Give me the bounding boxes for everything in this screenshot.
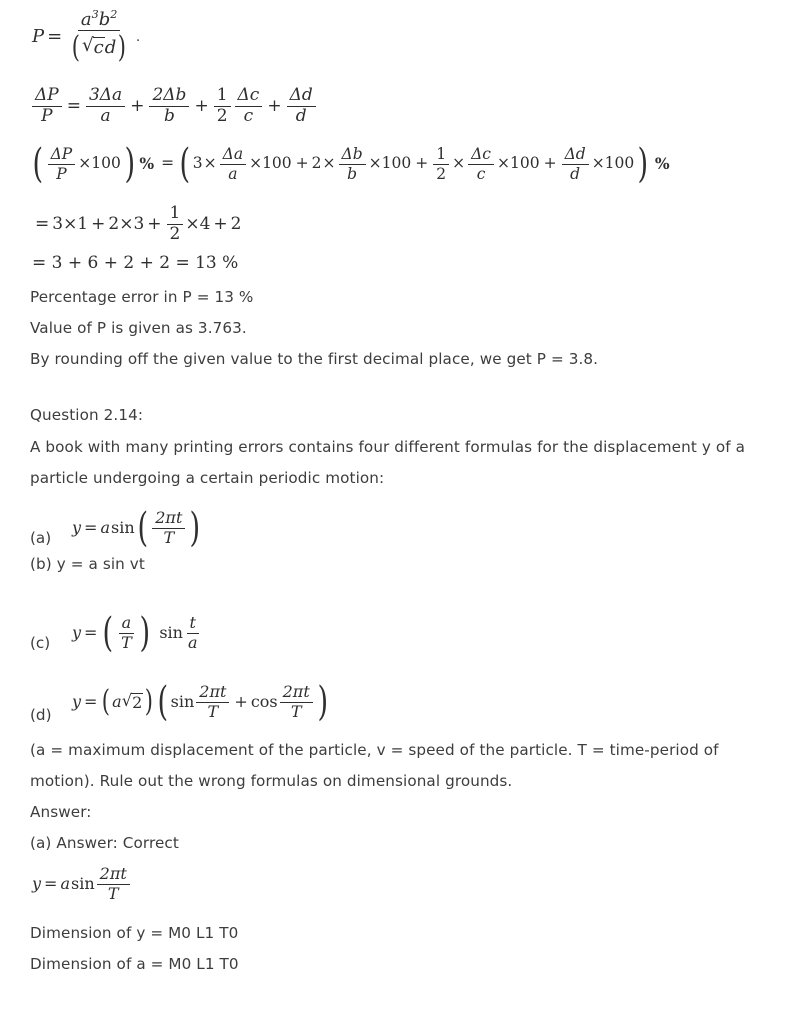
eq2-t2-num: 2Δb (149, 87, 189, 107)
equation-percentage-expansion (30, 138, 670, 190)
eq1-equals: = (47, 26, 63, 47)
eq2-plus3: + (267, 95, 282, 116)
eq3-c2-den: b (347, 164, 358, 183)
formula-a-equals: = (84, 518, 98, 537)
eq2-plus2: + (194, 95, 209, 116)
eq2-t3-num: Δc (235, 87, 263, 107)
eq3-c2-num: Δb (339, 146, 366, 164)
eq2-t3-den: c (243, 105, 254, 126)
eq3-c3-half-num: 1 (433, 146, 449, 164)
paren-right: ) (145, 684, 154, 719)
answer-formula-a-lhs: y (32, 874, 42, 893)
paren-right: ) (139, 610, 150, 656)
option-label-a: (a) (30, 529, 52, 547)
formula-c-lhs: y (72, 623, 82, 642)
formula-a-sin: sin (111, 518, 135, 537)
answer-formula-a-num: 2πt (97, 866, 130, 885)
formula-d-radical (121, 690, 144, 712)
equation-relative-error (30, 82, 318, 130)
eq4-term4: 2 (230, 213, 242, 234)
eq2-half-num: 1 (214, 87, 231, 107)
eq1-b: b (98, 8, 111, 30)
eq2-plus1: + (130, 95, 145, 116)
question-text: A book with many printing errors contains four different formulas for the displacement y of a particle undergoing a certain periodic motion: (30, 438, 746, 487)
eq3-c4-num: Δd (562, 146, 589, 164)
eq2-t2-den: b (164, 105, 175, 126)
paren-left: ( (32, 141, 44, 187)
equation-numeric-substitution (32, 202, 242, 246)
eq2-half-den: 2 (216, 105, 228, 126)
formula-d-lhs: y (72, 692, 82, 711)
option-label-d: (d) (30, 706, 52, 724)
answer-formula-a-den: T (107, 883, 119, 903)
formula-d-num1: 2πt (196, 684, 229, 703)
eq3-c3-times: × (452, 154, 466, 173)
eq2-equals: = (66, 95, 81, 116)
eq2-half (214, 84, 231, 126)
eq4-half (167, 202, 184, 244)
eq3-c2-coeff: 2 (311, 154, 322, 173)
eq3-c3-fraction (468, 146, 494, 181)
formula-d-cos: cos (250, 692, 278, 711)
eq1-denominator (67, 30, 131, 66)
paren-right: ) (189, 505, 201, 551)
formula-a-amplitude: a (100, 518, 110, 537)
eq3-lhs-num: ΔP (48, 146, 76, 164)
formula-a-den: T (163, 527, 175, 547)
equation-p-definition (32, 8, 143, 66)
eq3-plus1: + (295, 154, 309, 173)
answer-formula-a-equals: = (44, 874, 58, 893)
eq3-equals: = (161, 154, 175, 173)
eq4-term3: ×4 (185, 213, 211, 234)
formula-d-fraction-2 (280, 681, 313, 721)
eq2-term4 (287, 84, 316, 126)
answer-formula-a-amplitude: a (60, 874, 70, 893)
formula-c-num2: t (187, 615, 199, 634)
eq3-c4-mult: ×100 (591, 154, 635, 173)
eq3-c2-fraction (339, 146, 366, 181)
eq1-d: d (104, 36, 117, 58)
formula-c-fraction-2 (185, 612, 201, 652)
formula-a-num: 2πt (152, 510, 185, 529)
eq3-lhs-mult: ×100 (78, 154, 121, 173)
eq3-percent-right: % (654, 154, 670, 174)
line-value-of-p: Value of P is given as 3.763. (30, 319, 247, 337)
variable-definitions-note: (a = maximum displacement of the particle, v = speed of the particle. T = time-period of motion). Rule out the wrong formulas on dimensional grounds. (30, 741, 719, 790)
paren-right: ) (118, 30, 127, 66)
eq2-lhs-fraction (32, 84, 62, 126)
formula-d-fraction-1 (196, 681, 229, 721)
eq3-c1-fraction (220, 146, 246, 181)
eq5-text: = 3 + 6 + 2 + 2 = 13 % (32, 252, 239, 273)
eq3-c3-num: Δc (468, 146, 494, 164)
eq3-c4-fraction (562, 146, 589, 181)
paren-left: ( (102, 610, 114, 656)
eq4-plus3: + (213, 213, 228, 234)
eq1-a: a (80, 8, 92, 30)
formula-option-d (72, 678, 330, 726)
answer-option-a: (a) Answer: Correct (30, 834, 179, 852)
formula-a-fraction (152, 507, 185, 547)
eq1-b-exponent: 2 (110, 7, 118, 21)
answer-heading: Answer: (30, 803, 92, 821)
eq4-half-den: 2 (169, 223, 181, 244)
option-label-c: (c) (30, 634, 51, 652)
eq2-term3 (235, 84, 263, 126)
eq3-c3-den: c (476, 164, 486, 183)
eq1-radicand: c (93, 37, 104, 59)
eq2-t4-num: Δd (287, 87, 316, 107)
formula-c-sin: sin (159, 623, 183, 642)
dimension-of-y: Dimension of y = M0 L1 T0 (30, 924, 239, 942)
formula-d-num2: 2πt (280, 684, 313, 703)
paren-left: ( (137, 505, 148, 551)
formula-d-parens-1 (100, 684, 155, 719)
formula-d-den1: T (207, 701, 219, 721)
formula-c-parens (100, 610, 152, 656)
eq1-numerator (78, 7, 120, 32)
formula-d-equals: = (84, 692, 98, 711)
equation-final-percentage (32, 250, 238, 276)
eq2-lhs-den: P (41, 105, 53, 126)
paren-left: ( (71, 30, 81, 66)
eq2-term1 (86, 84, 125, 126)
eq1-lhs: P (32, 26, 45, 47)
eq4-term1: 3×1 (52, 213, 89, 234)
formula-c-den1: T (121, 632, 132, 652)
line-percentage-error: Percentage error in P = 13 % (30, 288, 254, 306)
formula-c-num1: a (119, 615, 135, 634)
eq3-c1-coeff: 3 (192, 154, 203, 173)
option-b: (b) y = a sin vt (30, 555, 145, 573)
formula-option-c (72, 610, 203, 656)
formula-c-den2: a (187, 632, 198, 652)
formula-d-den2: T (290, 701, 302, 721)
formula-d-sin: sin (170, 692, 195, 711)
eq3-c3-half-den: 2 (436, 164, 447, 183)
formula-a-parens (135, 505, 203, 551)
eq1-radical (82, 37, 105, 58)
eq3-c4-den: d (570, 164, 581, 183)
eq4-plus1: + (91, 213, 106, 234)
eq3-c3-half (433, 146, 449, 181)
answer-formula-a (32, 862, 132, 906)
eq1-fraction (67, 7, 131, 66)
eq3-c1-num: Δa (220, 146, 246, 164)
question-number-heading: Question 2.14: (30, 406, 144, 424)
eq3-lhs-den: P (56, 164, 67, 183)
eq2-lhs-num: ΔP (32, 87, 62, 107)
eq3-percent-left: % (139, 154, 155, 174)
paren-right: ) (317, 679, 328, 725)
formula-d-plus: + (234, 692, 248, 711)
paren-left: ( (157, 679, 169, 725)
eq4-term2: 2×3 (108, 213, 145, 234)
formula-option-a (72, 505, 203, 551)
eq3-plus2: + (415, 154, 429, 173)
eq3-c2-mult: ×100 (368, 154, 412, 173)
formula-d-radicand: 2 (132, 692, 143, 712)
eq1-trailing-dot: . (135, 29, 141, 45)
radical-sign-icon: √ (121, 690, 133, 710)
eq4-half-num: 1 (167, 205, 184, 225)
eq3-rhs-parens (177, 141, 651, 187)
formula-a-lhs: y (72, 518, 82, 537)
eq2-t4-den: d (295, 105, 307, 126)
eq3-c1-mult: ×100 (249, 154, 292, 173)
formula-c-fraction-1 (118, 612, 135, 652)
eq4-plus2: + (147, 213, 162, 234)
eq3-lhs-parens (30, 141, 137, 187)
answer-formula-a-sin: sin (71, 874, 95, 893)
formula-d-amplitude: a (112, 692, 122, 711)
formula-c-equals: = (84, 623, 98, 642)
formula-d-parens-2 (155, 679, 330, 725)
paren-right: ) (637, 141, 649, 187)
eq3-c3-mult: ×100 (496, 154, 540, 173)
eq3-c1-times: × (203, 154, 217, 173)
eq3-c2-times: × (322, 154, 336, 173)
paren-right: ) (124, 141, 135, 187)
dimension-of-a: Dimension of a = M0 L1 T0 (30, 955, 239, 973)
eq3-c1-den: a (228, 164, 238, 183)
line-rounding-result: By rounding off the given value to the first decimal place, we get P = 3.8. (30, 350, 599, 368)
answer-formula-a-fraction (97, 863, 130, 903)
eq1-a-exponent: 3 (91, 7, 99, 21)
radical-sign-icon: √ (81, 35, 94, 57)
eq3-lhs-fraction (48, 146, 76, 181)
paren-left: ( (102, 684, 111, 719)
eq1-denominator-parens (70, 30, 128, 66)
eq3-plus3: + (543, 154, 557, 173)
paren-left: ( (179, 141, 191, 187)
eq2-term2 (149, 84, 189, 126)
eq4-equals: = (35, 213, 50, 234)
eq2-t1-den: a (100, 105, 111, 126)
eq2-t1-num: 3Δa (86, 87, 125, 107)
